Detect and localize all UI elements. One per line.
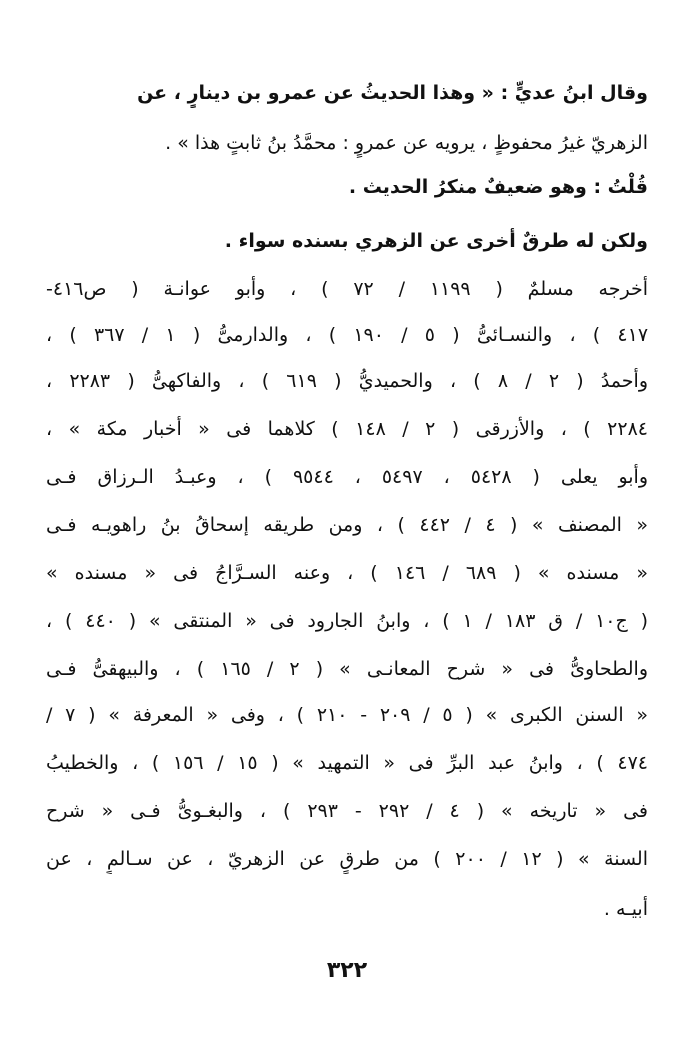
text-line-10: « المصنف » ( ٤ / ٤٤٢ ) ، ومن طريقه إسحاقُ بنُ راهويـه فـى [46, 514, 648, 536]
text-line-12: ( ج١٠ / ق ١٨٣ / ١ ) ، وابنُ الجارود فى « المنتقى » ( ٤٤٠ ) ، [46, 610, 648, 632]
text-line-13: والطحاوىُّ فى « شرح المعانـى » ( ٢ / ١٦٥ ) ، والبيهقىُّ فـى [46, 658, 648, 680]
text-line-6: ٤١٧ ) ، والنسـائىُّ ( ٥ / ١٩٠ ) ، والدارمىُّ ( ١ / ٣٦٧ ) ، [46, 324, 648, 346]
text-line-7: وأحمدُ ( ٢ / ٨ ) ، والحميديُّ ( ٦١٩ ) ، والفاكهىُّ ( ٢٢٨٣ ، [46, 370, 648, 392]
page-number: ٣٢٢ [326, 958, 368, 983]
text-line-1: وقال ابنُ عديٍّ : « وهذا الحديثُ عن عمرو بن دينارٍ ، عن [137, 82, 648, 104]
text-line-4: ولكن له طرقٌ أخرى عن الزهري بسنده سواء . [224, 230, 648, 252]
text-line-18: أبيـه . [603, 898, 648, 920]
text-line-9: وأبو يعلى ( ٥٤٢٨ ، ٥٤٩٧ ، ٩٥٤٤ ) ، وعبـدُ الـرزاق فـى [46, 466, 648, 488]
text-line-8: ٢٢٨٤ ) ، والأزرقى ( ٢ / ١٤٨ ) كلاهما فى « أخبار مكة » ، [46, 418, 648, 440]
text-line-14: « السنن الكبرى » ( ٥ / ٢٠٩ - ٢١٠ ) ، وفى « المعرفة » ( ٧ / [46, 704, 648, 726]
text-line-15: ٤٧٤ ) ، وابنُ عبد البرِّ فى « التمهيد » ( ١٥ / ١٥٦ ) ، والخطيبُ [46, 752, 648, 774]
text-line-17: السنة » ( ١٢ / ٢٠٠ ) من طرقٍ عن الزهريّ ، عن سـالمٍ ، عن [46, 848, 648, 870]
text-line-3: قُلْتُ : وهو ضعيفٌ منكرُ الحديث . [348, 176, 648, 198]
text-line-16: فى « تاريخه » ( ٤ / ٢٩٢ - ٢٩٣ ) ، والبغـوىُّ فـى « شرح [46, 800, 648, 822]
text-line-5: أخرجه مسلمٌ ( ١١٩٩ / ٧٢ ) ، وأبو عوانـة ( ص٤١٦- [46, 278, 648, 300]
text-line-2: الزهريّ غيرُ محفوظٍ ، يرويه عن عمروٍ : محمَّدُ بنُ ثابتٍ هذا » . [165, 132, 648, 154]
text-line-11: « مسنده » ( ٦٨٩ / ١٤٦ ) ، وعنه السـرَّاجُ فى « مسنده » [46, 562, 648, 584]
